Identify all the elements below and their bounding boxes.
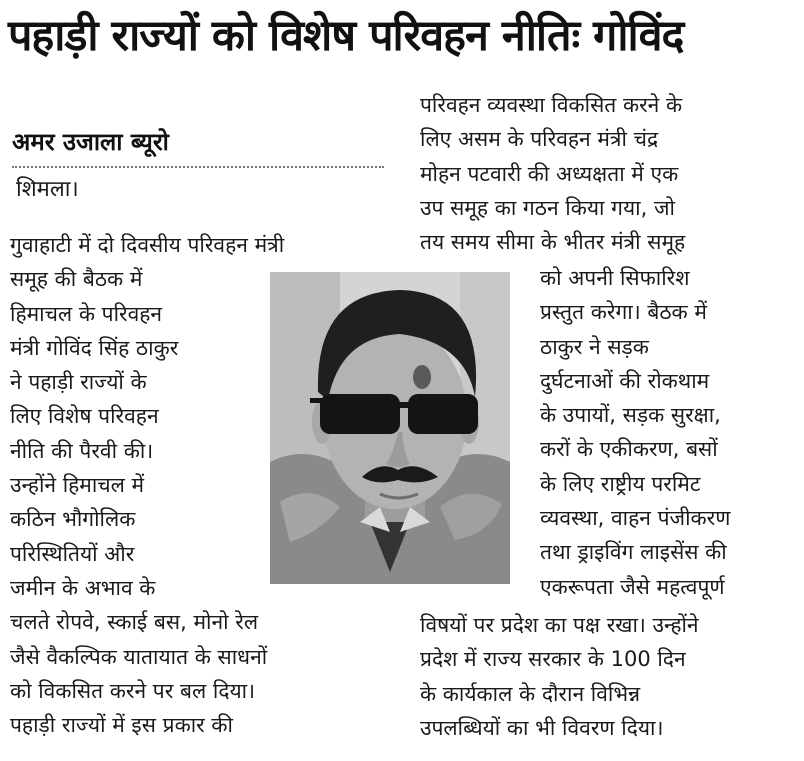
text-line: गुवाहाटी में दो दिवसीय परिवहन मंत्री [10, 233, 285, 257]
text-line: ठाकुर ने सड़क [540, 334, 649, 359]
text-line: लिए असम के परिवहन मंत्री चंद्र [420, 127, 659, 152]
article-right-column-wrap [540, 261, 730, 604]
text-line: चलते रोपवे, स्काई बस, मोनो रेल [10, 610, 259, 635]
text-line: मोहन पटवारी की अध्यक्षता में एक [420, 161, 679, 186]
text-line: ने पहाड़ी राज्यों के [10, 370, 147, 395]
text-line: के कार्यकाल के दौरान विभिन्न [420, 681, 641, 706]
text-line: परिस्थितियों और [10, 541, 135, 566]
text-line: परिवहन व्यवस्था विकसित करने के [420, 93, 683, 117]
text-line: व्यवस्था, वाहन पंजीकरण [540, 506, 731, 531]
text-line: करों के एकीकरण, बसों [540, 437, 718, 462]
byline: अमर उजाला ब्यूरो [12, 128, 169, 156]
text-line: मंत्री गोविंद सिंह ठाकुर [10, 335, 179, 360]
text-line: एकरूपता जैसे महत्वपूर्ण [540, 574, 725, 599]
text-line: नीति की पैरवी की। [10, 438, 154, 463]
text-line: दुर्घटनाओं की रोकथाम [540, 368, 710, 393]
text-line: विषयों पर प्रदेश का पक्ष रखा। उन्होंने [420, 613, 699, 637]
text-line: समूह की बैठक में [10, 267, 143, 292]
text-line: जैसे वैकल्पिक यातायात के साधनों [10, 644, 268, 669]
text-line: के लिए राष्ट्रीय परमिट [540, 471, 701, 496]
text-line: कठिन भौगोलिक [10, 507, 136, 532]
article-right-column-bottom [420, 608, 699, 745]
text-line: जमीन के अभाव के [10, 575, 156, 600]
dateline: शिमला। [16, 177, 79, 202]
headline: पहाड़ी राज्यों को विशेष परिवहन नीतिः गोविंद [8, 11, 684, 61]
text-line: उप समूह का गठन किया गया, जो [420, 195, 675, 220]
text-line: प्रदेश में राज्य सरकार के 100 दिन [420, 647, 686, 672]
text-line: प्रस्तुत करेगा। बैठक में [540, 300, 707, 325]
text-line: तय समय सीमा के भीतर मंत्री समूह [420, 230, 686, 255]
text-line: लिए विशेष परिवहन [10, 404, 159, 429]
article-right-column-top [420, 88, 685, 259]
article-left-column [10, 228, 284, 742]
text-line: को अपनी सिफारिश [540, 266, 690, 290]
text-line: उन्होंने हिमाचल में [10, 473, 145, 498]
text-line: हिमाचल के परिवहन [10, 301, 163, 326]
text-line: उपलब्धियों का भी विवरण दिया। [420, 715, 664, 740]
portrait-photo [270, 272, 510, 584]
text-line: को विकसित करने पर बल दिया। [10, 678, 256, 703]
text-line: तथा ड्राइविंग लाइसेंस की [540, 540, 727, 565]
text-line: के उपायों, सड़क सुरक्षा, [540, 403, 721, 428]
text-line: पहाड़ी राज्यों में इस प्रकार की [10, 713, 233, 738]
byline-divider [12, 166, 384, 168]
